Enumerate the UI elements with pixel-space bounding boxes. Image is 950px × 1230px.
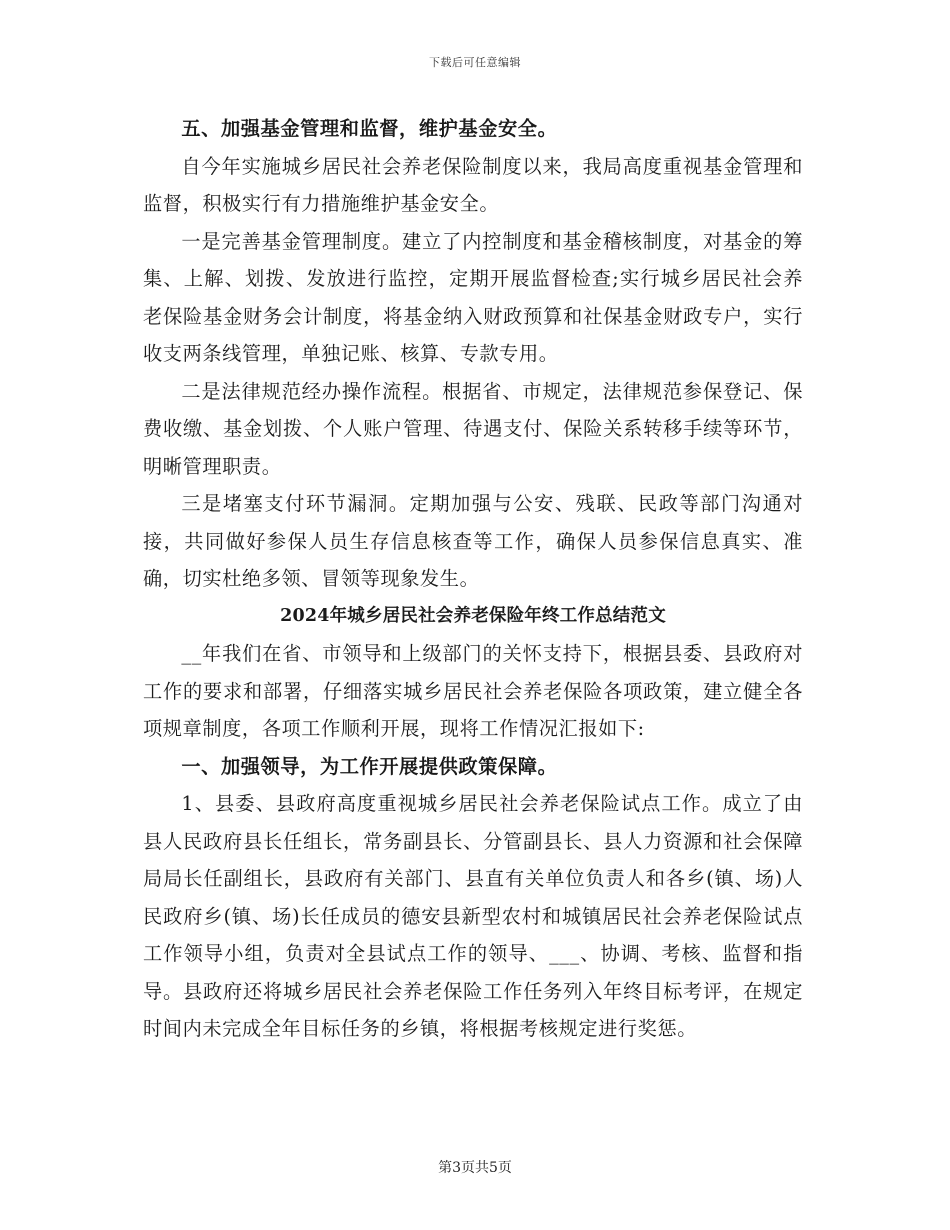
paragraph: 二是法律规范经办操作流程。根据省、市规定，法律规范参保登记、保费收缴、基金划拨、个人账户管理、待遇支付、保险关系转移手续等环节，明晰管理职责。 bbox=[143, 379, 803, 478]
page-header: 下载后可任意编辑 bbox=[429, 56, 521, 69]
section-heading-one: 一、加强领导，为工作开展提供政策保障。 bbox=[181, 754, 558, 778]
document-body bbox=[143, 110, 803, 1048]
paragraph: 一是完善基金管理制度。建立了内控制度和基金稽核制度，对基金的筹集、上解、划拨、发放进行监控，定期开展监督检查;实行城乡居民社会养老保险基金财务会计制度，将基金纳入财政预算和社保基金财政专户，实行收支两条线管理，单独记账、核算、专款专用。 bbox=[143, 229, 803, 365]
paragraph: __年我们在省、市领导和上级部门的关怀支持下，根据县委、县政府对工作的要求和部署，仔细落实城乡居民社会养老保险各项政策，建立健全各项规章制度，各项工作顺利开展，现将工作情况汇报如下: bbox=[143, 642, 803, 740]
document-title: 2024年城乡居民社会养老保险年终工作总结范文 bbox=[280, 605, 666, 626]
paragraph: 自今年实施城乡居民社会养老保险制度以来，我局高度重视基金管理和监督，积极实行有力措施维护基金安全。 bbox=[143, 154, 803, 215]
paragraph: 三是堵塞支付环节漏洞。定期加强与公安、残联、民政等部门沟通对接，共同做好参保人员生存信息核查等工作，确保人员参保信息真实、准确，切实杜绝多领、冒领等现象发生。 bbox=[143, 492, 803, 590]
paragraph: 1、县委、县政府高度重视城乡居民社会养老保险试点工作。成立了由县人民政府县长任组长，常务副县长、分管副县长、县人力资源和社会保障局局长任副组长，县政府有关部门、县直有关单位负责人和各乡(镇、场)人民政府乡(镇、场)长任成员的德安县新型农村和城镇居民社会养老保险试点工作领导小组，负责对全县试点工作的领导、___、协调、考核、监督和指导。县政府还将城乡居民社会养老保险工作任务列入年终目标考评，在规定时间内未完成全年目标任务的乡镇，将根据考核规定进行奖惩。 bbox=[143, 792, 803, 1040]
page-number: 第3页共5页 bbox=[438, 1160, 512, 1176]
section-heading-five: 五、加强基金管理和监督，维护基金安全。 bbox=[181, 117, 558, 140]
